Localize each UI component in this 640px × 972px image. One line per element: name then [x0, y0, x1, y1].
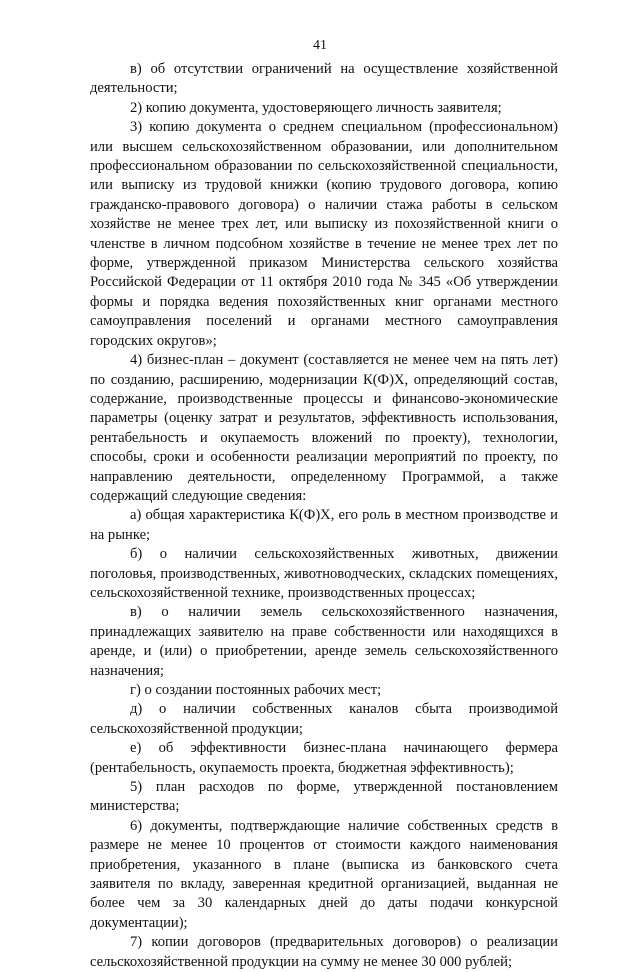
- paragraph-subitem-g-jobs: г) о создании постоянных рабочих мест;: [130, 682, 382, 698]
- paragraph-item-3-education-or-experience: 3) копию документа о среднем специальном (профессиональном) или высшем сельскохозяйственном образовании, или дополнительном профессиональном образовании по сельскохозяйственной специальности, или выписку из трудовой книжки (копию трудового договора, копию гражданско-правового договора) о наличии стажа работы в сельском хозяйстве не менее трех лет, или выписку из похозяйственной книги о членстве в личном подсобном хозяйстве в течение не менее трех лет по форме, утвержденной приказом Министерства сельского хозяйства Российской Федерации от 11 октября 2010 года № 345 «Об утверждении формы и порядка ведения похозяйственных книг органами местного самоуправления поселений и органами местного самоуправления городских округов»;: [90, 119, 558, 349]
- page-number: 41: [313, 38, 327, 53]
- paragraph-subitem-v-land: в) о наличии земель сельскохозяйственного назначения, принадлежащих заявителю на праве собственности или находящихся в аренде, и (или) о приобретении, аренде земель сельскохозяйственного назначения;: [90, 604, 558, 679]
- paragraph-subitem-a-characteristics: а) общая характеристика К(Ф)Х, его роль в местном производстве и на рынке;: [90, 507, 558, 543]
- paragraph-subitem-b-livestock: б) о наличии сельскохозяйственных животных, движении поголовья, производственных, животноводческих, складских помещениях, сельскохозяйственной технике, производственных процессах;: [90, 546, 558, 601]
- paragraph-item-5-expense-plan: 5) план расходов по форме, утвержденной постановлением министерства;: [90, 779, 558, 815]
- paragraph-item-2-identity-document: 2) копию документа, удостоверяющего личность заявителя;: [130, 99, 502, 116]
- paragraph-item-6-own-funds: 6) документы, подтверждающие наличие собственных средств в размере не менее 10 процентов от стоимости каждого наименования приобретения, указанного в плане (выписка из банковского счета заявителя по вкладу, заверенная кредитной организацией, выданная не более чем за 30 календарных дней до даты подачи конкурсной документации);: [90, 817, 558, 931]
- paragraph-item-v-no-restrictions: в) об отсутствии ограничений на осуществление хозяйственной деятельности;: [90, 61, 558, 97]
- paragraph-subitem-e-efficiency: е) об эффективности бизнес-плана начинающего фермера (рентабельность, окупаемость проекта, бюджетная эффективность);: [90, 740, 558, 776]
- paragraph-item-4-business-plan: 4) бизнес-план – документ (составляется не менее чем на пять лет) по созданию, расширению, модернизации К(Ф)Х, определяющий состав, содержание, производственные процессы и финансово-экономические параметры (оценку затрат и результатов, эффективность использования, рентабельность и окупаемость вложений по проекту), технологии, способы, сроки и особенности реализации мероприятий по проекту, по направлению деятельности, определенному Программой, а также содержащий следующие сведения:: [90, 352, 558, 504]
- paragraph-item-7-contracts: 7) копии договоров (предварительных договоров) о реализации сельскохозяйственной продукции на сумму не менее 30 000 рублей;: [90, 934, 558, 970]
- paragraph-subitem-d-sales-channels: д) о наличии собственных каналов сбыта производимой сельскохозяйственной продукции;: [90, 701, 558, 737]
- document-body: [90, 60, 558, 972]
